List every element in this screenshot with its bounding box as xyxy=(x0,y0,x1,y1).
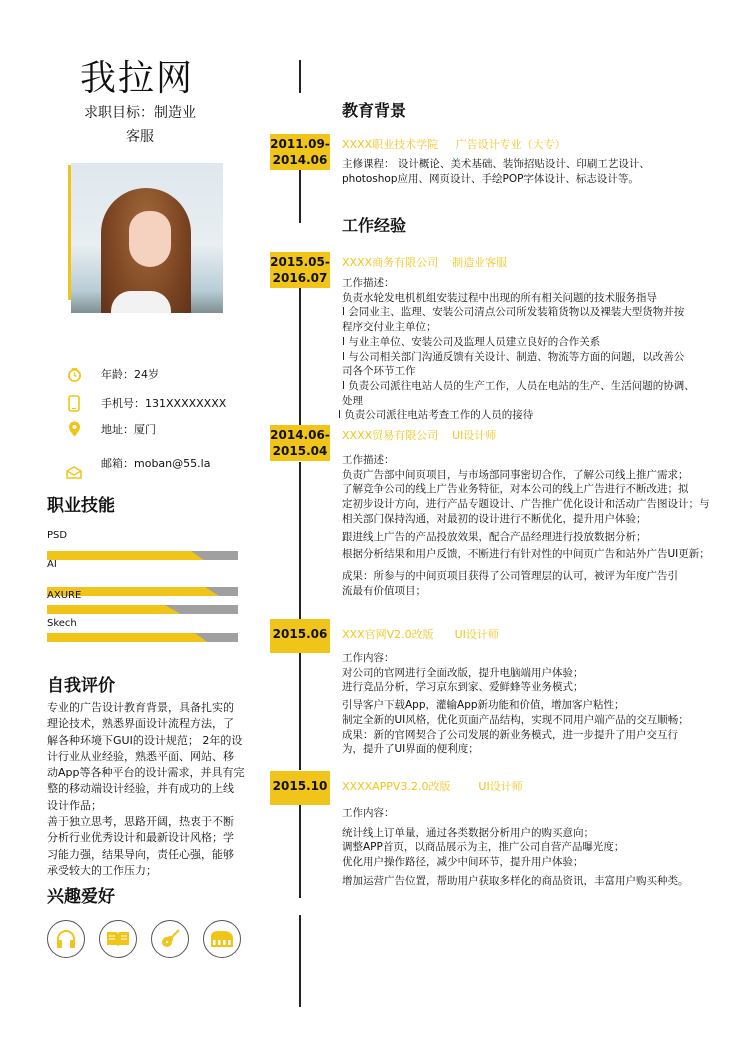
date-start: 2011.09- xyxy=(270,137,330,151)
mobile-phone-icon xyxy=(66,395,82,411)
text-line: 工作内容： xyxy=(342,807,395,819)
location-pin-icon xyxy=(66,421,82,437)
job-goal xyxy=(75,101,205,149)
timeline-line xyxy=(299,462,301,620)
text-line: 相关部门保持沟通，对最初的设计进行不断优化，提升用户体验； xyxy=(342,512,647,525)
job-goal-line1: 求职目标：制造业 xyxy=(84,105,196,121)
portrait-image xyxy=(71,163,223,313)
info-phone-label: 手机号：131XXXXXXXX xyxy=(101,397,227,410)
timeline-line xyxy=(299,168,301,223)
hobbies-title: 兴趣爱好 xyxy=(47,887,115,907)
work-desc-1 xyxy=(338,276,727,423)
work-date-3 xyxy=(270,619,330,653)
timeline-line xyxy=(299,648,301,770)
text-line: 优化用户操作路径，减少中间环节，提升用户体验； xyxy=(342,856,584,869)
self-eval-line: 设计作品； xyxy=(47,798,102,812)
work-head-1: XXXX商务有限公司 制造业客服 xyxy=(342,256,508,269)
education-courses xyxy=(342,157,727,186)
work-date-4 xyxy=(270,771,330,805)
info-address-label: 地址：厦门 xyxy=(101,423,156,436)
work-desc-4 xyxy=(342,806,727,889)
date-end: 2015.04 xyxy=(272,444,328,458)
text-line: 成果：新的官网契合了公司发展的新业务模式，进一步提升了用户交互行 xyxy=(342,728,678,741)
text-line: 工作内容： xyxy=(342,652,395,664)
text-line: 进行竞品分析，学习京东到家、爱鲜蜂等业务模式； xyxy=(342,681,584,694)
text-line: 引导客户下载App，灌输App新功能和价值，增加客户粘性； xyxy=(342,699,625,712)
self-eval-line: 分析行业优秀设计和最新设计风格；学 xyxy=(47,831,234,845)
date-start: 2015.06 xyxy=(272,627,328,641)
text-line: 根据分析结果和用户反馈，不断进行有针对性的中间页广告和站外广告UI更新； xyxy=(342,548,710,561)
self-eval-line: 理论技术，熟悉界面设计流程方法，了 xyxy=(47,717,234,731)
text-line: 负责广告部中间页项目，与市场部同事密切合作，了解公司线上推广需求； xyxy=(342,468,689,481)
info-age xyxy=(66,366,159,382)
info-phone xyxy=(66,395,226,411)
skill-bar-psd xyxy=(47,551,238,560)
self-eval-line: 专业的广告设计教育背景，具备扎实的 xyxy=(47,701,234,714)
email-envelope-icon xyxy=(66,464,82,480)
piano-icon xyxy=(203,920,241,958)
self-eval-line: 动App等各种平台的设计需求，并具有完 xyxy=(47,766,245,780)
text-line: 为，提升了UI界面的便利度； xyxy=(342,743,479,756)
education-school: XXXX职业技术学院 广告设计专业（大专） xyxy=(342,138,566,151)
info-email xyxy=(66,446,210,480)
work-head-4: XXXXAPPV3.2.0改版 UI设计师 xyxy=(342,780,523,793)
date-start: 2015.10 xyxy=(272,779,328,793)
info-age-label: 年龄：24岁 xyxy=(101,368,159,381)
work-date-2 xyxy=(270,425,330,461)
date-start: 2014.06- xyxy=(270,428,330,442)
skill-label-psd: PSD xyxy=(47,530,68,541)
text-line: 跟进线上广告的产品投放效果，配合产品经理进行投放数据分析； xyxy=(342,530,647,543)
skill-label-skech: Skech xyxy=(47,618,77,629)
text-line: l 会同业主、监理、安装公司清点公司所发装箱货物以及裸装大型货物并按 xyxy=(342,306,685,319)
education-date xyxy=(270,134,330,170)
job-goal-line2: 客服 xyxy=(126,129,154,145)
date-end: 2016.07 xyxy=(272,271,328,285)
self-eval-line: 习能力强，结果导向，责任心强，能够 xyxy=(47,847,234,861)
text-line: 调整APP首页，以商品展示为主，推广公司自营产品曝光度； xyxy=(342,841,625,854)
timeline-line xyxy=(299,287,301,432)
work-head-2: XXXX贸易有限公司 UI设计师 xyxy=(342,429,497,442)
text-line: l 负责公司派往电站考查工作的人员的接待 xyxy=(338,409,534,422)
skill-label-ai: AI xyxy=(47,559,57,570)
self-eval-line: 善于独立思考，思路开阔，热衷于不断 xyxy=(47,815,234,829)
info-address xyxy=(66,421,156,437)
text-line: 程序交付业主单位； xyxy=(342,321,437,334)
self-eval-line: 解各种环境下GUI的设计规范； 2年的设 xyxy=(47,733,243,747)
text-line: 了解竞争公司的线上广告业务特征，对本公司的线上广告进行不断改进；拟 xyxy=(342,483,689,496)
text-line: 工作描述： xyxy=(342,277,395,289)
text-line: photoshop应用、网页设计、手绘POP字体设计、标志设计等。 xyxy=(342,172,639,185)
text-line: 对公司的官网进行全面改版，提升电脑端用户体验； xyxy=(342,666,584,679)
text-line: 负责水轮发电机机组安装过程中出现的所有相关问题的技术服务指导 xyxy=(342,291,657,304)
work-head-3: XXX官网V2.0改版 UI设计师 xyxy=(342,628,499,641)
timeline-line xyxy=(299,60,301,93)
self-eval-line: 承受较大的工作压力； xyxy=(47,863,157,877)
text-line: 制定全新的UI风格，优化页面产品结构，实现不同用户端产品的交互顺畅； xyxy=(342,713,689,726)
work-desc-3 xyxy=(342,651,727,757)
self-eval-text xyxy=(47,700,247,879)
profile-photo xyxy=(68,163,223,316)
text-line: 处理 xyxy=(342,394,363,407)
skills-title: 职业技能 xyxy=(47,496,115,516)
self-eval-line: 整的移动端设计经验，并有成功的上线 xyxy=(47,782,234,796)
self-eval-title: 自我评价 xyxy=(47,676,115,696)
text-line: l 与业主单位、安装公司及监理人员建立良好的合作关系 xyxy=(342,335,601,348)
timeline-line xyxy=(299,915,301,1007)
age-clock-icon xyxy=(66,366,82,382)
candidate-name: 我拉网 xyxy=(80,58,195,99)
text-line: l 与公司相关部门沟通反馈有关设计、制造、物流等方面的问题，以改善公 xyxy=(342,350,685,363)
text-line: 流最有价值项目； xyxy=(342,584,426,597)
date-start: 2015.05- xyxy=(270,255,330,269)
work-date-1 xyxy=(270,252,330,288)
guitar-icon xyxy=(151,920,189,958)
headphones-icon xyxy=(47,920,85,958)
text-line: 增加运营广告位置，帮助用户获取多样化的商品资讯，丰富用户购买种类。 xyxy=(342,874,689,887)
timeline-line xyxy=(299,800,301,898)
skill-bar-axure xyxy=(47,605,238,614)
text-line: l 负责公司派往电站人员的生产工作，人员在电站的生产、生活问题的协调、 xyxy=(342,379,695,392)
self-eval-line: 计行业从业经验，熟悉平面、网站、移 xyxy=(47,749,234,763)
work-desc-2 xyxy=(342,453,727,598)
text-line: 成果：所参与的中间页项目获得了公司管理层的认可，被评为年度广告引 xyxy=(342,569,678,582)
book-icon xyxy=(99,920,137,958)
text-line: 司各个环节工作 xyxy=(342,365,416,378)
date-end: 2014.06 xyxy=(272,153,328,167)
work-title: 工作经验 xyxy=(342,216,407,235)
text-line: 统计线上订单量，通过各类数据分析用户的购买意向； xyxy=(342,826,594,839)
education-title: 教育背景 xyxy=(342,101,407,120)
text-line: 主修课程： 设计概论、美术基础、装饰招贴设计、印刷工艺设计、 xyxy=(342,158,650,170)
skill-bar-skech xyxy=(47,633,238,642)
text-line: 工作描述： xyxy=(342,454,395,466)
info-email-label: 邮箱：moban@55.la xyxy=(101,457,211,470)
text-line: 定初步设计方向，进行产品专题设计、广告推广优化设计和活动广告图设计；与 xyxy=(342,498,710,511)
skill-label-axure: AXURE xyxy=(47,590,82,601)
